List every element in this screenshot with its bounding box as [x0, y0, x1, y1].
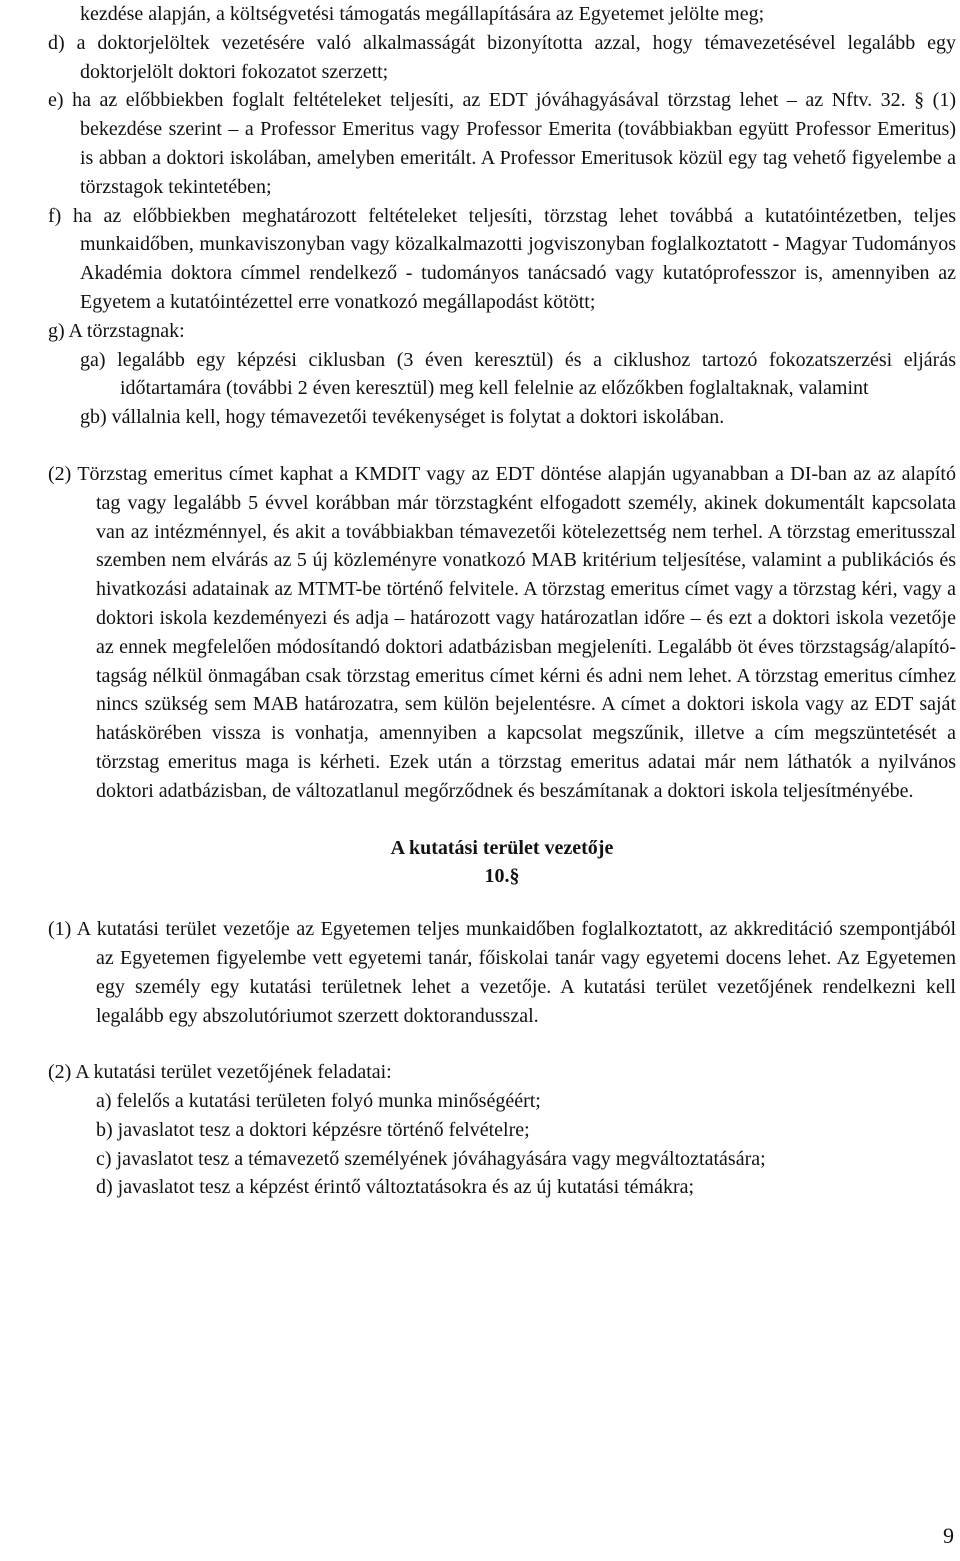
criterion-d: d) a doktorjelöltek vezetésére való alkalmasságát bizonyította azzal, hogy témavezetésével legalább egy doktorjelölt doktori fokozatot szerzett; [48, 31, 956, 83]
duty-item: b) javaslatot tesz a doktori képzésre történő felvételre; [96, 1118, 530, 1141]
page-number: 9 [943, 1523, 954, 1549]
criteria-list [48, 0, 956, 432]
section-number: 10.§ [484, 865, 520, 888]
duty-item: d) javaslatot tesz a képzést érintő változtatásokra és az új kutatási témákra; [96, 1176, 695, 1199]
criterion-f: f) ha az előbbiekben meghatározott feltételeket teljesíti, törzstag lehet továbbá a kutatóintézetben, teljes munkaidőben, munkaviszonyban vagy közalkalmazotti jogviszonyban foglalkoztatott - Magyar Tudományos Akadémia doktora címmel rendelkező - tudományos tanácsadó vagy kutatóprofesszor is, amennyiben az Egyetem a kutatóintézettel erre vonatkozó megállapodást kötött; [48, 204, 956, 313]
paragraph-2-emeritus: (2) Törzstag emeritus címet kaphat a KMDIT vagy az EDT döntése alapján ugyanabban a DI-ban az az alapító tag vagy legalább 5 évvel korábban már törzstagként elfogadott személy, akinek dokumentált kapcsolata van az intézménnyel, és akit a továbbiakban témavezetői kötelezettség nem terhel. A törzstag emeritusszal szemben nem elvárás az 5 új közleményre vonatkozó MAB kritérium teljesítése, valamint a publikációs és hivatkozási adatainak az MTMT-be történő felvitele. A törzstag emeritus címet vagy a törzstag kéri, vagy a doktori iskola kezdeményezi és adja – határozott vagy határozatlan időre – és ezt a doktori iskola vezetője az ennek megfelelően módosítandó doktori adatbázisban megjeleníti. Legalább öt éves törzstagság/alapító-tagság nélkül önmagában csak törzstag emeritus címet kérni és adni nem lehet. A törzstag emeritus címhez nincs szükség sem MAB határozatra, sem külön bejelentésre. A címet a doktori iskola vagy az EDT saját hatáskörében vissza is vonhatja, amennyiben a kapcsolat megszűnik, illetve a cím megszüntetését a törzstag emeritus maga is kérheti. Ezek után a törzstag emeritus adatai már nem láthatók a nyilvános doktori adatbázisban, de változatlanul megőrződnek és beszámítanak a doktori iskola teljesítményébe. [48, 462, 956, 802]
section-title: A kutatási terület vezetője [390, 836, 614, 859]
duties-heading: (2) A kutatási terület vezetőjének feladatai: [48, 1061, 392, 1084]
criterion-c-tail: kezdése alapján, a költségvetési támogatás megállapítására az Egyetemet jelölte meg; [80, 3, 765, 25]
criterion-gb: gb) vállalnia kell, hogy témavezetői tevékenységet is folytat a doktori iskolában. [80, 406, 725, 429]
document-page [48, 0, 956, 1202]
criterion-g: g) A törzstagnak: [48, 319, 185, 342]
duty-item: c) javaslatot tesz a témavezető személyének jóváhagyására vagy megváltoztatására; [96, 1147, 766, 1170]
duties-list [48, 1058, 956, 1202]
criterion-ga: ga) legalább egy képzési ciklusban (3 éven keresztül) és a ciklushoz tartozó fokozatszerzési eljárás időtartamára (további 2 éven keresztül) meg kell felelnie az előzőkben foglaltaknak, valamint [80, 348, 956, 400]
duty-item: a) felelős a kutatási területen folyó munka minőségéért; [96, 1090, 541, 1113]
paragraph-1-research-area-leader: (1) A kutatási terület vezetője az Egyetemen teljes munkaidőben foglalkoztatott, az akkreditáció szempontjából az Egyetemen figyelembe vett egyetemi tanár, főiskolai tanár vagy egyetemi docens lehet. Az Egyetemen egy személy egy kutatási területnek lehet a vezetője. A kutatási terület vezetőjének rendelkezni kell legalább egy abszolutóriumot szerzett doktorandusszal. [48, 918, 956, 1027]
criterion-e: e) ha az előbbiekben foglalt feltételeket teljesíti, az EDT jóváhagyásával törzstag lehet – az Nftv. 32. § (1) bekezdése szerint – a Professor Emeritus vagy Professor Emerita (továbbiakban együtt Professor Emeritus) is abban a doktori iskolában, amelyben emeritált. A Professor Emeritusok közül egy tag vehető figyelembe a törzstagok tekintetében; [48, 89, 956, 198]
